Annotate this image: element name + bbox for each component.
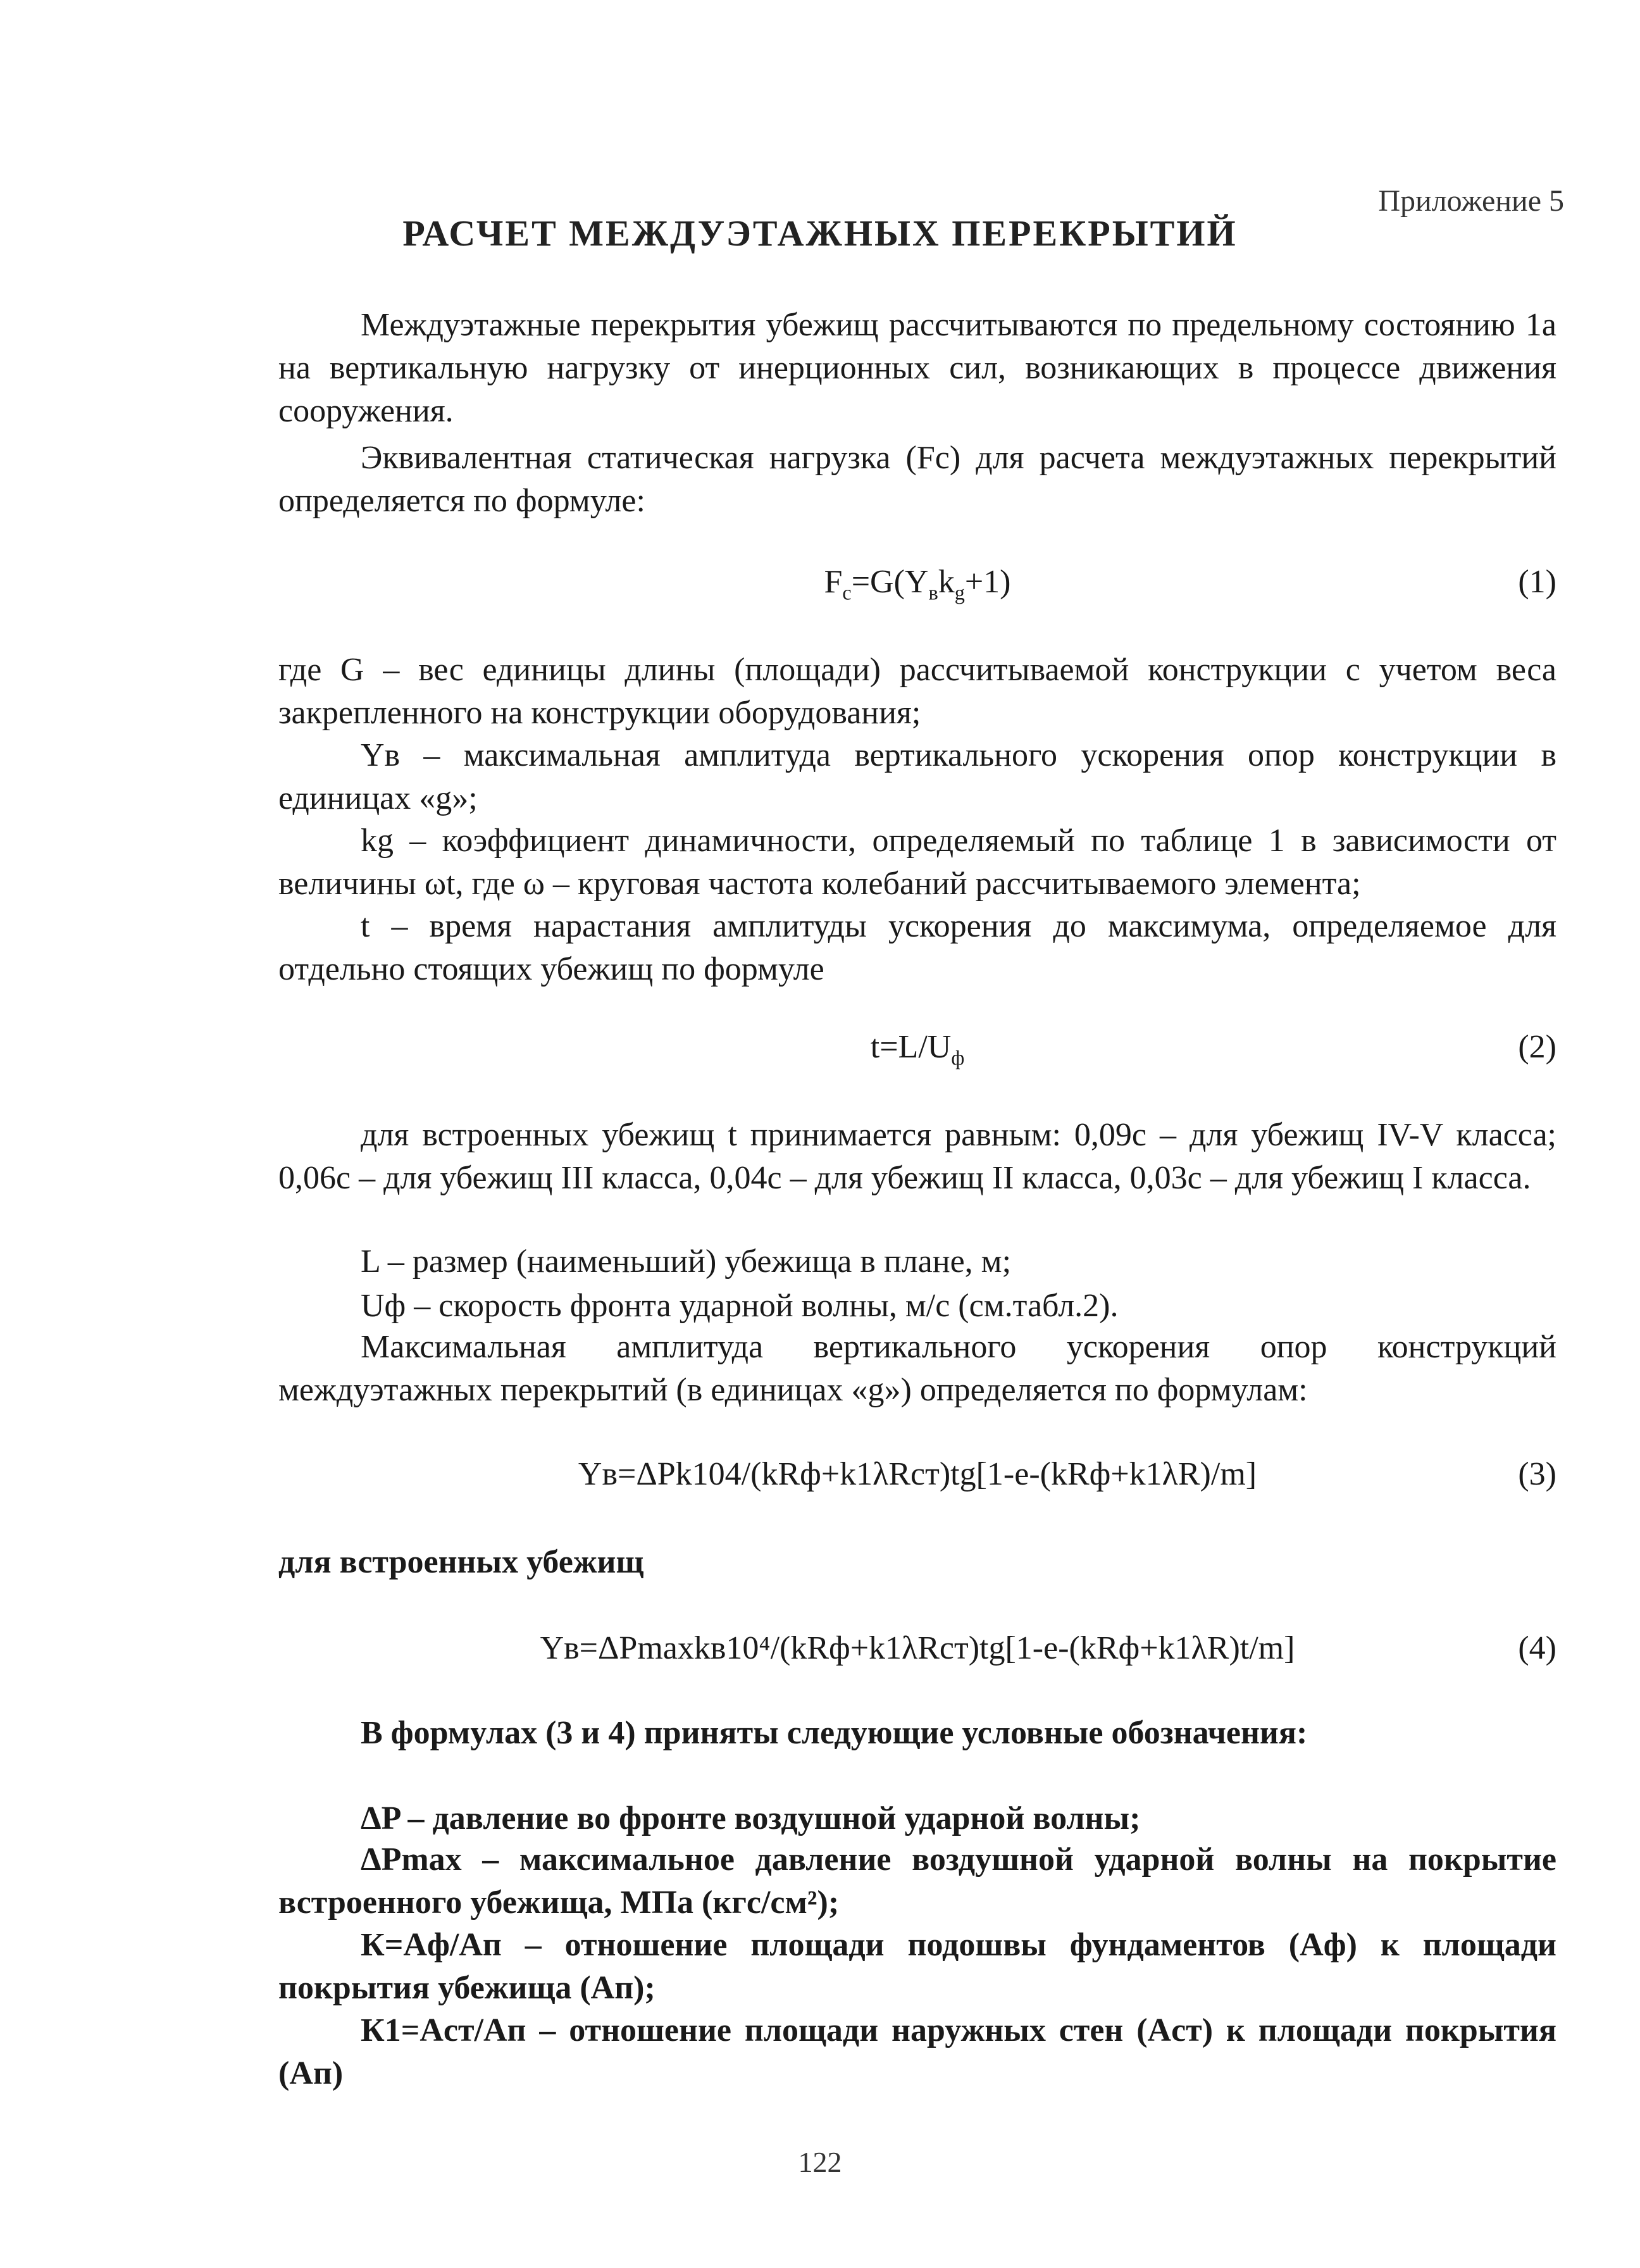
formula-3 — [278, 1455, 1556, 1500]
formula-1-number: (1) — [1518, 564, 1556, 600]
formula-1 — [278, 563, 1556, 608]
paragraph-6: t – время нарастания амплитуды ускорения до максимума, определяемое для отдельно стоящих убежищ по формуле — [278, 908, 1556, 987]
page-number: 122 — [798, 2146, 842, 2178]
paragraph-1: Междуэтажные перекрытия убежищ рассчитываются по предельному состоянию 1а на вертикальную нагрузку от инерционных сил, возникающих в процессе движения сооружения. — [278, 307, 1556, 429]
formula-3-expression: Yв=ΔPk104/(kRф+k1λRст)tg[1-e-(kRф+k1λR)/m] — [578, 1456, 1257, 1492]
paragraph-3: где G – вес единицы длины (площади) рассчитываемой конструкции с учетом веса закрепленного на конструкции оборудования; — [278, 652, 1556, 731]
formula-1-expression: $F_c=G(Y_вk_g+1)$ — [824, 564, 1011, 604]
paragraph-8: L – размер (наименьший) убежища в плане, м; — [361, 1243, 1012, 1280]
paragraph-10: Максимальная амплитуда вертикального ускорения опор конструкций междуэтажных перекрытий (в единицах «g») определяется по формулам: — [278, 1329, 1556, 1408]
paragraph-11: для встроенных убежищ — [278, 1544, 644, 1580]
paragraph-13: ΔP – давление во фронте воздушной ударной волны; — [361, 1800, 1141, 1836]
formula-3-number: (3) — [1518, 1456, 1556, 1492]
paragraph-14: ΔPmax – максимальное давление воздушной ударной волны на покрытие встроенного убежища, МПа (кгс/см²); — [278, 1841, 1556, 1921]
formula-4-expression: Yв=ΔPmaxkв10⁴/(kRф+k1λRст)tg[1-e-(kRф+k1λR)t/m] — [540, 1630, 1295, 1666]
paragraph-4: Yв – максимальная амплитуда вертикального ускорения опор конструкции в единицах «g»; — [278, 737, 1556, 816]
formula-4 — [278, 1629, 1556, 1674]
page-title: РАСЧЕТ МЕЖДУЭТАЖНЫХ ПЕРЕКРЫТИЙ — [402, 213, 1238, 254]
paragraph-2: Эквивалентная статическая нагрузка (Fc) для расчета междуэтажных перекрытий определяется по формуле: — [278, 440, 1556, 519]
paragraph-12: В формулах (3 и 4) приняты следующие условные обозначения: — [361, 1715, 1308, 1751]
paragraph-7: для встроенных убежищ t принимается равным: 0,09с – для убежищ IV-V класса; 0,06с – для убежищ III класса, 0,04с – для убежищ II класса, 0,03с – для убежищ I класса. — [278, 1117, 1556, 1196]
paragraph-5: kg – коэффициент динамичности, определяемый по таблице 1 в зависимости от величины ωt, где ω – круговая частота колебаний рассчитываемого элемента; — [278, 823, 1556, 902]
paragraph-9: Uф – скорость фронта ударной волны, м/с (см.табл.2). — [361, 1288, 1119, 1324]
formula-2-number: (2) — [1518, 1029, 1556, 1065]
appendix-label: Приложение 5 — [1378, 184, 1564, 218]
formula-2-expression: $t=L/U_ф$ — [870, 1029, 965, 1069]
paragraph-16: К1=Aст/Aп – отношение площади наружных стен (Aст) к площади покрытия (Aп) — [278, 2012, 1556, 2091]
formula-2 — [278, 1028, 1556, 1073]
formula-4-number: (4) — [1518, 1630, 1556, 1666]
paragraph-15: К=Aф/Aп – отношение площади подошвы фундаментов (Aф) к площади покрытия убежища (Aп); — [278, 1927, 1556, 2006]
